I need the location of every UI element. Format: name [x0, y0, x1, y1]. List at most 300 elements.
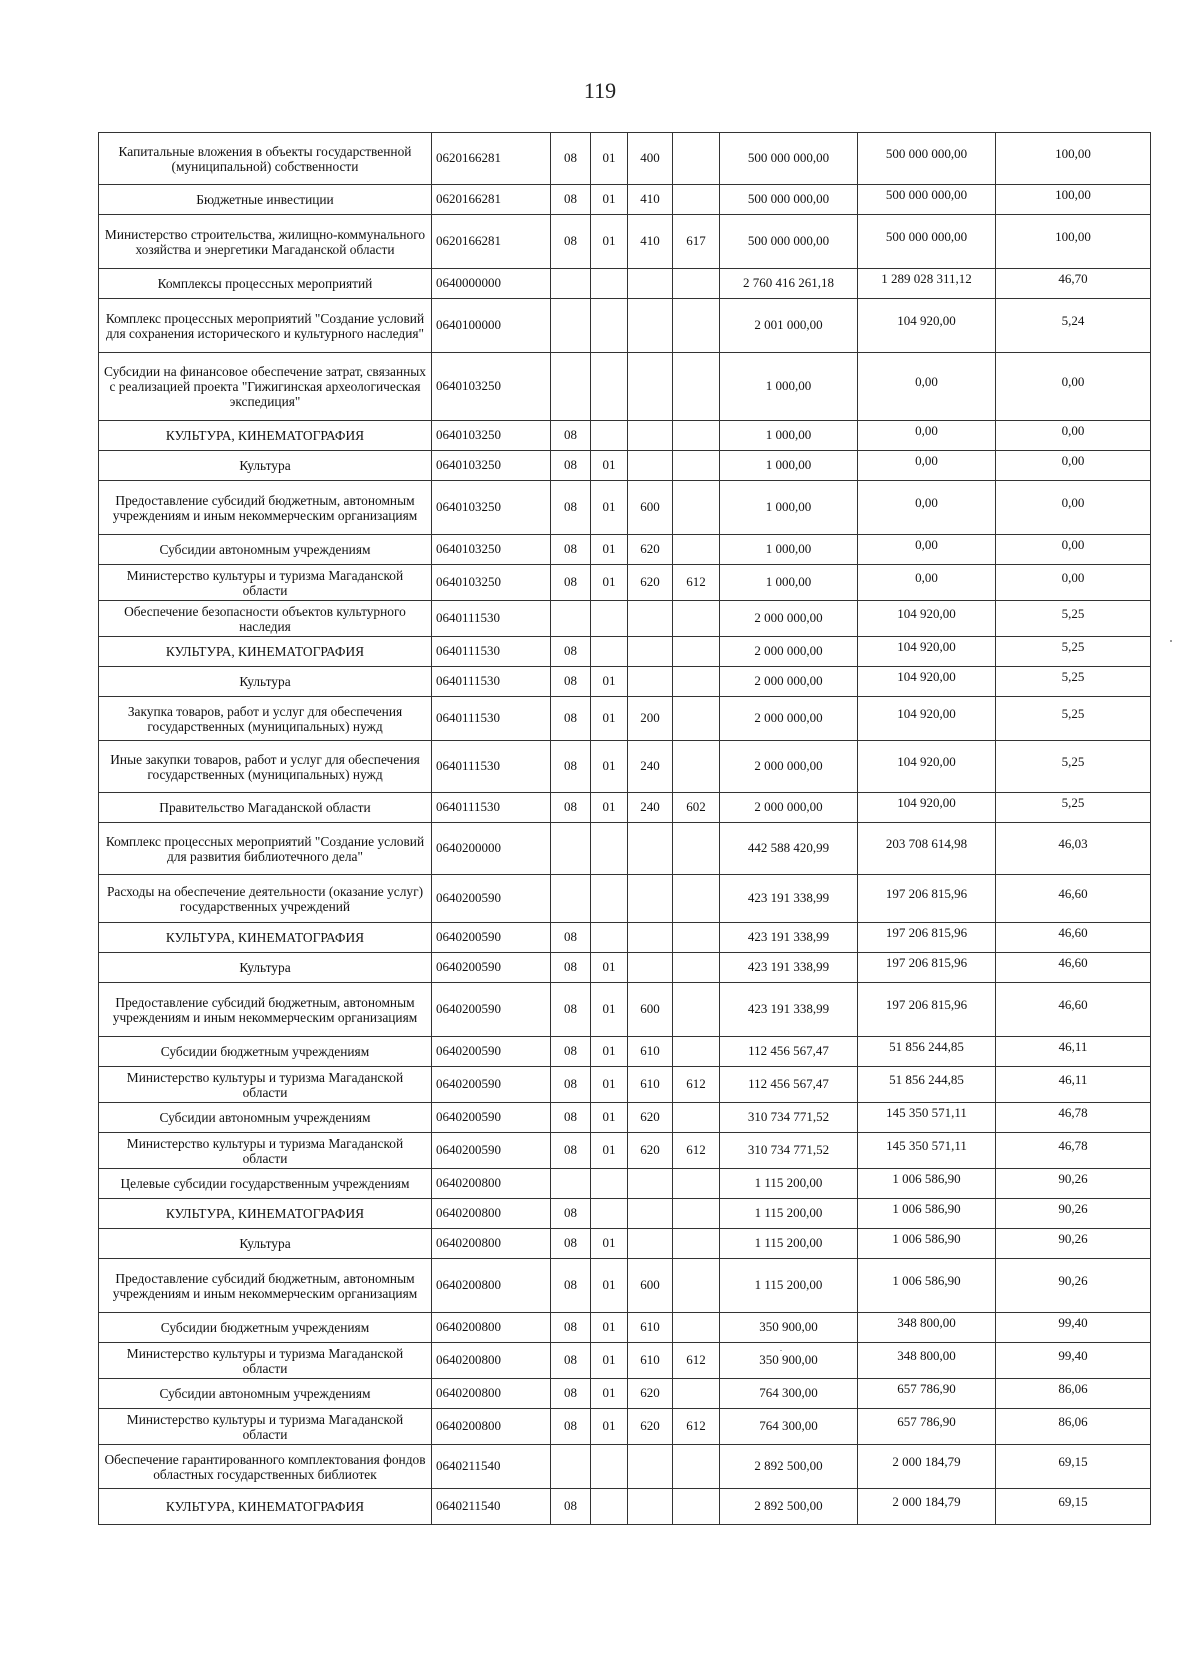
- executed-amount-text: 348 800,00: [897, 1315, 956, 1331]
- expense-type-code: 620: [628, 1409, 673, 1445]
- expense-type-code: [628, 667, 673, 697]
- execution-percent: [996, 1445, 1151, 1489]
- planned-amount: 442 588 420,99: [720, 823, 858, 875]
- planned-amount: 423 191 338,99: [720, 875, 858, 923]
- execution-percent-text: 46,78: [1058, 1138, 1088, 1154]
- administrator-code: [673, 299, 720, 353]
- page-number: 119: [583, 78, 617, 103]
- subsection-code: [591, 353, 628, 421]
- row-name: Бюджетные инвестиции: [99, 185, 432, 215]
- administrator-code: 612: [673, 1067, 720, 1103]
- table-body: [99, 133, 1151, 1525]
- expense-type-code: 240: [628, 793, 673, 823]
- table-row: [99, 1229, 1151, 1259]
- section-code: 08: [551, 953, 591, 983]
- executed-amount-text: 1 289 028 311,12: [881, 271, 972, 287]
- table-row: [99, 823, 1151, 875]
- execution-percent-text: 90,26: [1058, 1231, 1088, 1247]
- expense-type-code: 620: [628, 1133, 673, 1169]
- row-name: Культура: [99, 953, 432, 983]
- table-row: [99, 1037, 1151, 1067]
- executed-amount: [858, 793, 996, 823]
- executed-amount: [858, 1103, 996, 1133]
- executed-amount: [858, 535, 996, 565]
- section-code: 08: [551, 451, 591, 481]
- row-name: КУЛЬТУРА, КИНЕМАТОГРАФИЯ: [99, 1489, 432, 1525]
- executed-amount: [858, 637, 996, 667]
- table-row: [99, 1259, 1151, 1313]
- row-name: Предоставление субсидий бюджетным, автономным учреждениям и иным некоммерческим организациям: [99, 983, 432, 1037]
- administrator-code: [673, 1199, 720, 1229]
- executed-amount: [858, 1169, 996, 1199]
- subsection-code: 01: [591, 1409, 628, 1445]
- administrator-code: [673, 133, 720, 185]
- subsection-code: 01: [591, 667, 628, 697]
- administrator-code: [673, 451, 720, 481]
- table-row: [99, 983, 1151, 1037]
- table-row: [99, 1489, 1151, 1525]
- row-name: Комплекс процессных мероприятий "Создание условий для развития библиотечного дела": [99, 823, 432, 875]
- execution-percent-text: 5,25: [1061, 754, 1085, 770]
- planned-amount: 423 191 338,99: [720, 953, 858, 983]
- administrator-code: [673, 875, 720, 923]
- row-name: Закупка товаров, работ и услуг для обеспечения государственных (муниципальных) нужд: [99, 697, 432, 741]
- subsection-code: 01: [591, 697, 628, 741]
- executed-amount-text: 2 000 184,79: [892, 1454, 961, 1470]
- target-code: 0640111530: [432, 667, 551, 697]
- target-code: 0640200590: [432, 1103, 551, 1133]
- execution-percent-text: 69,15: [1058, 1454, 1088, 1470]
- executed-amount-text: 51 856 244,85: [889, 1072, 964, 1088]
- row-name: КУЛЬТУРА, КИНЕМАТОГРАФИЯ: [99, 923, 432, 953]
- section-code: 08: [551, 1067, 591, 1103]
- planned-amount: 423 191 338,99: [720, 983, 858, 1037]
- target-code: 0640103250: [432, 481, 551, 535]
- table-row: [99, 697, 1151, 741]
- execution-percent-text: 100,00: [1055, 229, 1091, 245]
- administrator-code: [673, 1313, 720, 1343]
- row-name: Субсидии бюджетным учреждениям: [99, 1313, 432, 1343]
- row-name: Предоставление субсидий бюджетным, автономным учреждениям и иным некоммерческим организациям: [99, 1259, 432, 1313]
- administrator-code: [673, 697, 720, 741]
- expense-type-code: [628, 923, 673, 953]
- administrator-code: [673, 353, 720, 421]
- execution-percent-text: 46,60: [1058, 955, 1088, 971]
- planned-amount: 500 000 000,00: [720, 133, 858, 185]
- expense-type-code: 410: [628, 185, 673, 215]
- administrator-code: [673, 1259, 720, 1313]
- row-name: КУЛЬТУРА, КИНЕМАТОГРАФИЯ: [99, 1199, 432, 1229]
- execution-percent-text: 46,70: [1058, 271, 1088, 287]
- planned-amount: 764 300,00: [720, 1379, 858, 1409]
- planned-amount: 350 900,00: [720, 1313, 858, 1343]
- target-code: 0640103250: [432, 421, 551, 451]
- executed-amount: [858, 1313, 996, 1343]
- row-name: Субсидии автономным учреждениям: [99, 535, 432, 565]
- executed-amount: [858, 215, 996, 269]
- expense-type-code: [628, 601, 673, 637]
- planned-amount: 2 000 000,00: [720, 637, 858, 667]
- execution-percent: [996, 1067, 1151, 1103]
- target-code: 0640111530: [432, 601, 551, 637]
- section-code: 08: [551, 1199, 591, 1229]
- planned-amount: 2 000 000,00: [720, 697, 858, 741]
- expense-type-code: 620: [628, 565, 673, 601]
- execution-percent-text: 5,25: [1061, 795, 1085, 811]
- execution-percent: [996, 269, 1151, 299]
- planned-amount: 2 760 416 261,18: [720, 269, 858, 299]
- executed-amount: [858, 1489, 996, 1525]
- row-name: Министерство строительства, жилищно-коммунального хозяйства и энергетики Магаданской области: [99, 215, 432, 269]
- planned-amount: 1 115 200,00: [720, 1259, 858, 1313]
- executed-amount-text: 2 000 184,79: [892, 1494, 961, 1510]
- section-code: 08: [551, 1229, 591, 1259]
- administrator-code: 612: [673, 1409, 720, 1445]
- executed-amount: [858, 697, 996, 741]
- expense-type-code: [628, 637, 673, 667]
- execution-percent: [996, 421, 1151, 451]
- row-name: Культура: [99, 451, 432, 481]
- administrator-code: [673, 983, 720, 1037]
- table-row: [99, 1313, 1151, 1343]
- executed-amount-text: 104 920,00: [897, 795, 956, 811]
- target-code: 0640200590: [432, 1067, 551, 1103]
- executed-amount-text: 0,00: [915, 537, 938, 553]
- planned-amount: 1 000,00: [720, 481, 858, 535]
- row-name: Субсидии автономным учреждениям: [99, 1379, 432, 1409]
- subsection-code: 01: [591, 1037, 628, 1067]
- row-name: Министерство культуры и туризма Магаданской области: [99, 1133, 432, 1169]
- execution-percent-text: 0,00: [1061, 537, 1085, 553]
- target-code: 0640200590: [432, 1133, 551, 1169]
- executed-amount: [858, 823, 996, 875]
- target-code: 0640200800: [432, 1259, 551, 1313]
- execution-percent-text: 99,40: [1058, 1348, 1088, 1364]
- subsection-code: 01: [591, 741, 628, 793]
- expense-type-code: [628, 1489, 673, 1525]
- executed-amount-text: 104 920,00: [897, 313, 956, 329]
- planned-amount: 1 000,00: [720, 451, 858, 481]
- expense-type-code: 620: [628, 1103, 673, 1133]
- table-row: [99, 215, 1151, 269]
- section-code: 08: [551, 741, 591, 793]
- execution-percent-text: 46,78: [1058, 1105, 1088, 1121]
- table-row: [99, 637, 1151, 667]
- row-name: Культура: [99, 1229, 432, 1259]
- target-code: 0640103250: [432, 353, 551, 421]
- executed-amount: [858, 983, 996, 1037]
- executed-amount: [858, 923, 996, 953]
- section-code: [551, 1445, 591, 1489]
- planned-amount: 2 892 500,00: [720, 1489, 858, 1525]
- target-code: 0640200590: [432, 1037, 551, 1067]
- administrator-code: [673, 601, 720, 637]
- executed-amount: [858, 1229, 996, 1259]
- subsection-code: 01: [591, 1229, 628, 1259]
- expense-type-code: [628, 269, 673, 299]
- target-code: 0620166281: [432, 185, 551, 215]
- execution-percent: [996, 697, 1151, 741]
- section-code: 08: [551, 983, 591, 1037]
- expense-type-code: [628, 353, 673, 421]
- administrator-code: 617: [673, 215, 720, 269]
- subsection-code: 01: [591, 1343, 628, 1379]
- target-code: 0640100000: [432, 299, 551, 353]
- expense-type-code: 610: [628, 1067, 673, 1103]
- execution-percent: [996, 1037, 1151, 1067]
- execution-percent-text: 90,26: [1058, 1273, 1088, 1289]
- section-code: 08: [551, 215, 591, 269]
- administrator-code: [673, 741, 720, 793]
- row-name: Иные закупки товаров, работ и услуг для обеспечения государственных (муниципальных) нужд: [99, 741, 432, 793]
- target-code: 0620166281: [432, 133, 551, 185]
- administrator-code: [673, 1489, 720, 1525]
- execution-percent-text: 0,00: [1061, 570, 1085, 586]
- expense-type-code: [628, 1229, 673, 1259]
- execution-percent: [996, 1133, 1151, 1169]
- administrator-code: [673, 667, 720, 697]
- row-name: Министерство культуры и туризма Магаданской области: [99, 1409, 432, 1445]
- execution-percent-text: 99,40: [1058, 1315, 1088, 1331]
- executed-amount-text: 145 350 571,11: [886, 1138, 967, 1154]
- expense-type-code: 610: [628, 1313, 673, 1343]
- executed-amount-text: 203 708 614,98: [885, 836, 968, 852]
- expense-type-code: 600: [628, 481, 673, 535]
- subsection-code: 01: [591, 185, 628, 215]
- administrator-code: [673, 421, 720, 451]
- executed-amount-text: 1 006 586,90: [892, 1273, 961, 1289]
- row-name: Обеспечение безопасности объектов культурного наследия: [99, 601, 432, 637]
- executed-amount: [858, 1133, 996, 1169]
- section-code: 08: [551, 637, 591, 667]
- executed-amount-text: 104 920,00: [897, 706, 956, 722]
- administrator-code: [673, 1229, 720, 1259]
- execution-percent-text: 46,60: [1058, 997, 1088, 1013]
- subsection-code: [591, 1489, 628, 1525]
- row-name: Расходы на обеспечение деятельности (оказание услуг) государственных учреждений: [99, 875, 432, 923]
- expense-type-code: 610: [628, 1037, 673, 1067]
- subsection-code: 01: [591, 1379, 628, 1409]
- table-row: [99, 741, 1151, 793]
- execution-percent: [996, 983, 1151, 1037]
- executed-amount: [858, 1379, 996, 1409]
- table-row: [99, 185, 1151, 215]
- execution-percent: [996, 133, 1151, 185]
- execution-percent: [996, 215, 1151, 269]
- target-code: 0640200590: [432, 983, 551, 1037]
- subsection-code: [591, 875, 628, 923]
- execution-percent-text: 46,03: [1058, 836, 1088, 852]
- section-code: [551, 299, 591, 353]
- planned-amount: 112 456 567,47: [720, 1037, 858, 1067]
- executed-amount: [858, 1259, 996, 1313]
- subsection-code: [591, 421, 628, 451]
- planned-amount: 1 000,00: [720, 565, 858, 601]
- execution-percent-text: 46,60: [1058, 925, 1088, 941]
- table-row: [99, 923, 1151, 953]
- target-code: 0640200590: [432, 923, 551, 953]
- subsection-code: 01: [591, 451, 628, 481]
- target-code: 0640111530: [432, 793, 551, 823]
- executed-amount-text: 657 786,90: [897, 1414, 956, 1430]
- table-row: [99, 421, 1151, 451]
- table-row: [99, 1379, 1151, 1409]
- execution-percent: [996, 185, 1151, 215]
- administrator-code: [673, 1103, 720, 1133]
- row-name: Субсидии бюджетным учреждениям: [99, 1037, 432, 1067]
- execution-percent-text: 46,60: [1058, 886, 1088, 902]
- section-code: 08: [551, 1103, 591, 1133]
- execution-percent-text: 5,25: [1061, 606, 1085, 622]
- administrator-code: [673, 1445, 720, 1489]
- administrator-code: [673, 535, 720, 565]
- expense-type-code: 620: [628, 535, 673, 565]
- subsection-code: 01: [591, 1313, 628, 1343]
- executed-amount-text: 348 800,00: [897, 1348, 956, 1364]
- table-row: [99, 667, 1151, 697]
- execution-percent: [996, 1169, 1151, 1199]
- administrator-code: [673, 953, 720, 983]
- executed-amount-text: 197 206 815,96: [885, 925, 968, 941]
- expense-type-code: 240: [628, 741, 673, 793]
- section-code: 08: [551, 481, 591, 535]
- expense-type-code: [628, 875, 673, 923]
- executed-amount-text: 1 006 586,90: [892, 1231, 961, 1247]
- target-code: 0640111530: [432, 637, 551, 667]
- execution-percent: [996, 823, 1151, 875]
- target-code: 0640200800: [432, 1199, 551, 1229]
- executed-amount: [858, 133, 996, 185]
- planned-amount: 1 000,00: [720, 421, 858, 451]
- execution-percent-text: 5,25: [1061, 706, 1085, 722]
- expense-type-code: [628, 451, 673, 481]
- execution-percent-text: 86,06: [1058, 1381, 1088, 1397]
- section-code: 08: [551, 1409, 591, 1445]
- table-row: [99, 953, 1151, 983]
- table-row: [99, 1199, 1151, 1229]
- table-row: [99, 481, 1151, 535]
- planned-amount: 310 734 771,52: [720, 1133, 858, 1169]
- table-row: [99, 793, 1151, 823]
- executed-amount-text: 197 206 815,96: [885, 886, 968, 902]
- planned-amount: 500 000 000,00: [720, 185, 858, 215]
- section-code: 08: [551, 793, 591, 823]
- execution-percent: [996, 481, 1151, 535]
- subsection-code: [591, 299, 628, 353]
- executed-amount-text: 500 000 000,00: [885, 187, 968, 203]
- subsection-code: [591, 923, 628, 953]
- section-code: 08: [551, 421, 591, 451]
- executed-amount-text: 104 920,00: [897, 754, 956, 770]
- execution-percent: [996, 875, 1151, 923]
- administrator-code: [673, 1379, 720, 1409]
- execution-percent-text: 0,00: [1061, 374, 1085, 390]
- execution-percent: [996, 1343, 1151, 1379]
- planned-amount: 423 191 338,99: [720, 923, 858, 953]
- administrator-code: [673, 823, 720, 875]
- target-code: 0640211540: [432, 1489, 551, 1525]
- section-code: 08: [551, 1489, 591, 1525]
- executed-amount: [858, 451, 996, 481]
- execution-percent: [996, 1379, 1151, 1409]
- table-row: [99, 875, 1151, 923]
- execution-percent-text: 69,15: [1058, 1494, 1088, 1510]
- subsection-code: [591, 1169, 628, 1199]
- subsection-code: 01: [591, 1133, 628, 1169]
- executed-amount: [858, 953, 996, 983]
- subsection-code: [591, 1199, 628, 1229]
- target-code: 0640200000: [432, 823, 551, 875]
- execution-percent-text: 5,24: [1061, 313, 1085, 329]
- table-row: [99, 1067, 1151, 1103]
- execution-percent: [996, 451, 1151, 481]
- target-code: 0640200800: [432, 1379, 551, 1409]
- administrator-code: 612: [673, 1133, 720, 1169]
- section-code: 08: [551, 185, 591, 215]
- subsection-code: 01: [591, 1103, 628, 1133]
- execution-percent-text: 0,00: [1061, 423, 1085, 439]
- scan-speck: [780, 1350, 782, 1351]
- execution-percent: [996, 535, 1151, 565]
- planned-amount: 764 300,00: [720, 1409, 858, 1445]
- execution-percent-text: 100,00: [1055, 187, 1091, 203]
- target-code: 0640211540: [432, 1445, 551, 1489]
- expense-type-code: 410: [628, 215, 673, 269]
- executed-amount: [858, 1199, 996, 1229]
- target-code: 0640111530: [432, 741, 551, 793]
- table-row: [99, 353, 1151, 421]
- section-code: 08: [551, 1259, 591, 1313]
- table-row: [99, 299, 1151, 353]
- target-code: 0640200800: [432, 1169, 551, 1199]
- execution-percent-text: 90,26: [1058, 1171, 1088, 1187]
- expense-type-code: 200: [628, 697, 673, 741]
- executed-amount-text: 145 350 571,11: [886, 1105, 967, 1121]
- row-name: КУЛЬТУРА, КИНЕМАТОГРАФИЯ: [99, 421, 432, 451]
- executed-amount: [858, 565, 996, 601]
- section-code: [551, 269, 591, 299]
- executed-amount-text: 197 206 815,96: [885, 997, 968, 1013]
- subsection-code: [591, 1445, 628, 1489]
- planned-amount: 2 000 000,00: [720, 667, 858, 697]
- subsection-code: 01: [591, 481, 628, 535]
- target-code: 0620166281: [432, 215, 551, 269]
- execution-percent: [996, 1103, 1151, 1133]
- table-row: [99, 1409, 1151, 1445]
- section-code: [551, 875, 591, 923]
- administrator-code: [673, 923, 720, 953]
- executed-amount: [858, 1445, 996, 1489]
- subsection-code: 01: [591, 565, 628, 601]
- target-code: 0640200590: [432, 875, 551, 923]
- table-row: [99, 601, 1151, 637]
- subsection-code: 01: [591, 1259, 628, 1313]
- executed-amount: [858, 1067, 996, 1103]
- executed-amount: [858, 1343, 996, 1379]
- table-row: [99, 1133, 1151, 1169]
- table-row: [99, 451, 1151, 481]
- execution-percent: [996, 1259, 1151, 1313]
- executed-amount-text: 0,00: [915, 453, 938, 469]
- executed-amount-text: 500 000 000,00: [885, 146, 968, 162]
- table-row: [99, 1103, 1151, 1133]
- execution-percent-text: 46,11: [1058, 1072, 1088, 1088]
- section-code: 08: [551, 1037, 591, 1067]
- expense-type-code: 600: [628, 1259, 673, 1313]
- section-code: [551, 601, 591, 637]
- target-code: 0640000000: [432, 269, 551, 299]
- expense-type-code: 400: [628, 133, 673, 185]
